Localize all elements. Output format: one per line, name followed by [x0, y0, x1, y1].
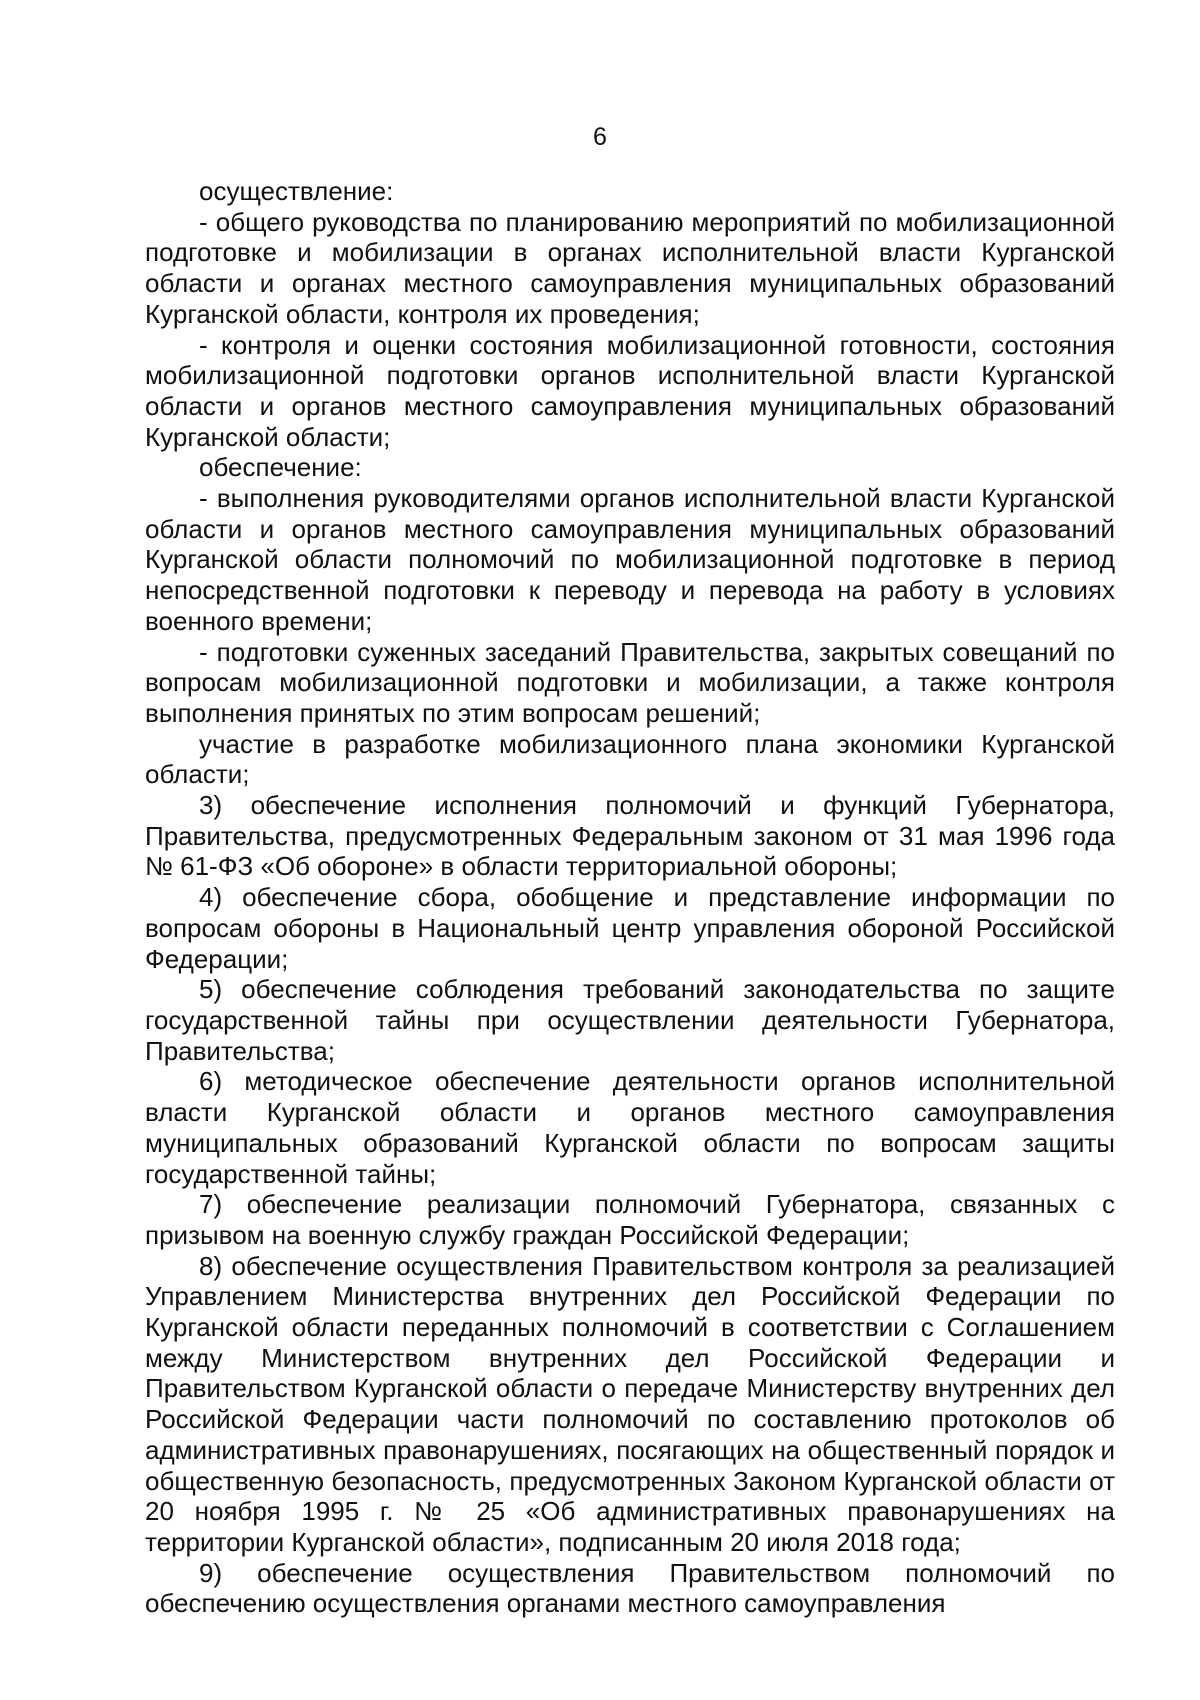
- paragraph: 3) обеспечение исполнения полномочий и функций Губернатора, Правительства, предусмотренных Федеральным законом от 31 мая 1996 года № 61-ФЗ «Об обороне» в области территориальной обороны;: [145, 790, 1115, 882]
- paragraph: - общего руководства по планированию мероприятий по мобилизационной подготовке и мобилизации в органах исполнительной власти Курганской области и органах местного самоуправления муниципальных образований Курганской области, контроля их проведения;: [145, 206, 1115, 329]
- page-number: 6: [593, 123, 607, 151]
- document-body: [145, 176, 1115, 1619]
- paragraph: 8) обеспечение осуществления Правительством контроля за реализацией Управлением Министерства внутренних дел Российской Федерации по Курганской области переданных полномочий в соответствии с Соглашением между Министерством внутренних дел Российской Федерации и Правительством Курганской области о передаче Министерству внутренних дел Российской Федерации части полномочий по составлению протоколов об административных правонарушениях, посягающих на общественный порядок и общественную безопасность, предусмотренных Законом Курганской области от 20 ноября 1995 г. № 25 «Об административных правонарушениях на территории Курганской области», подписанным 20 июля 2018 года;: [145, 1250, 1115, 1557]
- paragraph: 6) методическое обеспечение деятельности органов исполнительной власти Курганской области и органов местного самоуправления муниципальных образований Курганской области по вопросам защиты государственной тайны;: [145, 1066, 1115, 1189]
- paragraph: 9) обеспечение осуществления Правительством полномочий по обеспечению осуществления органами местного самоуправления: [145, 1557, 1115, 1619]
- paragraph: осуществление:: [199, 176, 394, 206]
- paragraph: обеспечение:: [199, 452, 362, 483]
- paragraph: 4) обеспечение сбора, обобщение и представление информации по вопросам обороны в Национальный центр управления обороной Российской Федерации;: [145, 882, 1115, 974]
- paragraph: 7) обеспечение реализации полномочий Губернатора, связанных с призывом на военную службу граждан Российской Федерации;: [145, 1189, 1115, 1250]
- paragraph: - контроля и оценки состояния мобилизационной готовности, состояния мобилизационной подготовки органов исполнительной власти Курганской области и органов местного самоуправления муниципальных образований Курганской области;: [145, 329, 1115, 452]
- paragraph: 5) обеспечение соблюдения требований законодательства по защите государственной тайны при осуществлении деятельности Губернатора, Правительства;: [145, 974, 1115, 1066]
- paragraph: - выполнения руководителями органов исполнительной власти Курганской области и органов местного самоуправления муниципальных образований Курганской области полномочий по мобилизационной подготовке в период непосредственной подготовки к переводу и перевода на работу в условиях военного времени;: [145, 483, 1115, 636]
- paragraph: - подготовки суженных заседаний Правительства, закрытых совещаний по вопросам мобилизационной подготовки и мобилизации, а также контроля выполнения принятых по этим вопросам решений;: [145, 636, 1115, 728]
- paragraph: участие в разработке мобилизационного плана экономики Курганской области;: [145, 728, 1115, 790]
